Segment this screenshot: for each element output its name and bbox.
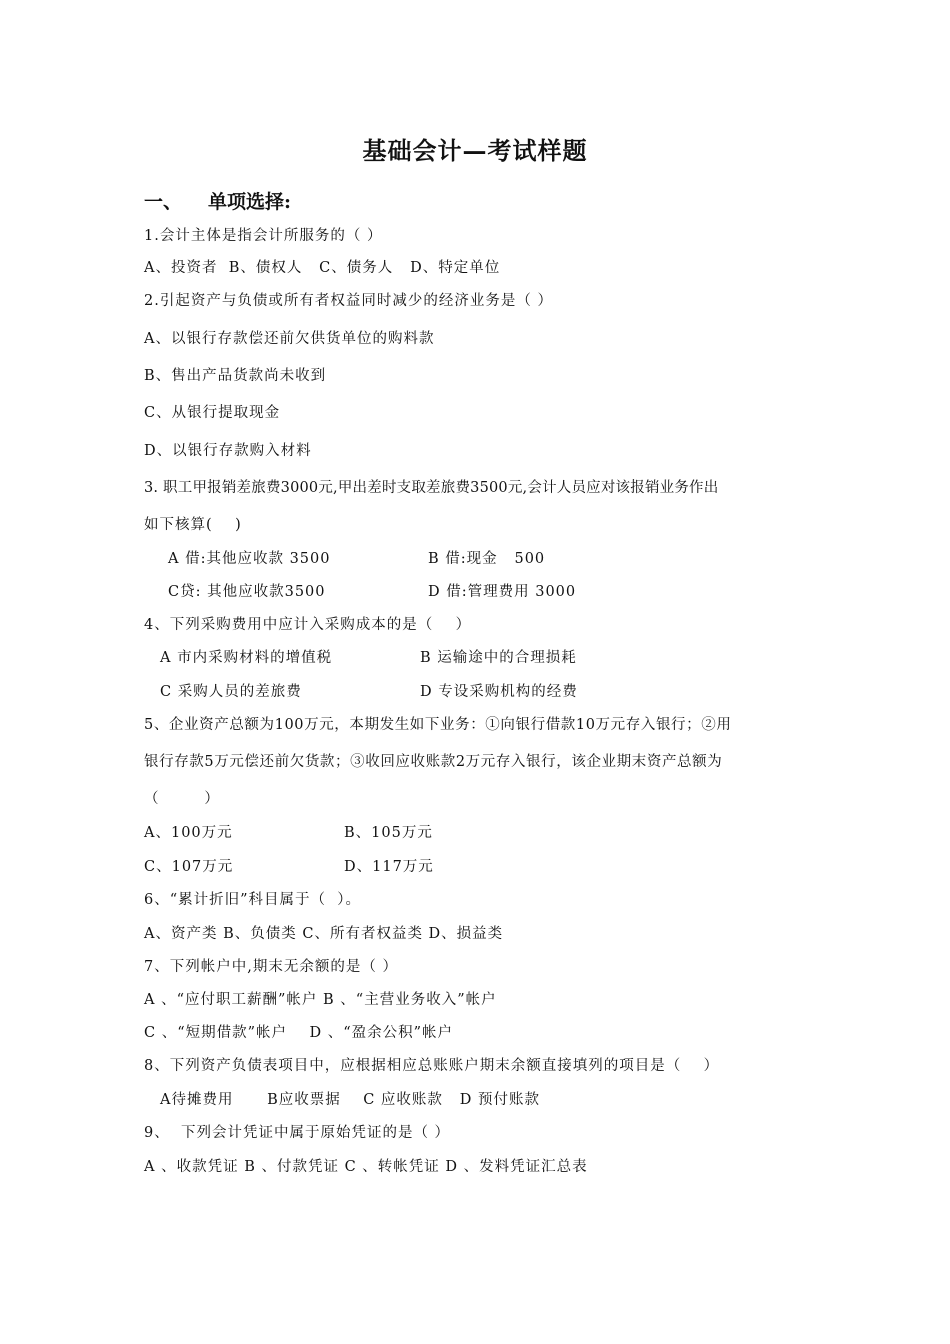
question-7-options-cd: C 、“短期借款”帐户 D 、“盈余公积”帐户 (144, 1025, 454, 1041)
question-4-option-a: A 市内采购材料的增值税 (160, 650, 333, 666)
question-1: 1.会计主体是指会计所服务的（ ） (144, 228, 383, 244)
question-6-options: A、资产类 B、负债类 C、所有者权益类 D、损益类 (144, 926, 504, 942)
section-heading (144, 187, 291, 214)
page-title: 基础会计—考试样题 (362, 136, 588, 165)
question-5-option-d: D、117万元 (344, 859, 434, 875)
question-5-answer-blank: （ ） (144, 791, 220, 807)
question-5-continued: 银行存款5万元偿还前欠货款；③收回应收账款2万元存入银行，该企业期末资产总额为 (144, 754, 723, 770)
question-9-options: A 、收款凭证 B 、付款凭证 C 、转帐凭证 D 、发料凭证汇总表 (144, 1159, 588, 1175)
section-label: 单项选择: (208, 191, 292, 213)
question-3-continued: 如下核算( ) (144, 517, 242, 533)
question-2-option-c: C、从银行提取现金 (144, 405, 281, 421)
question-5: 5、企业资产总额为100万元，本期发生如下业务：①向银行借款10万元存入银行；②用 (144, 717, 732, 733)
question-3-option-b: B 借:现金 500 (428, 551, 546, 567)
question-3-option-c: C贷: 其他应收款3500 (168, 584, 326, 600)
question-4-option-c: C 采购人员的差旅费 (160, 684, 302, 700)
question-5-option-c: C、107万元 (144, 859, 234, 875)
question-4-option-d: D 专设采购机构的经费 (420, 684, 578, 700)
question-5-option-a: A、100万元 (144, 825, 233, 841)
question-4: 4、下列采购费用中应计入采购成本的是（ ） (144, 617, 472, 633)
question-3-option-d: D 借:管理费用 3000 (428, 584, 577, 600)
question-4-option-b: B 运输途中的合理损耗 (420, 650, 577, 666)
question-1-options: A、投资者 B、债权人 C、债务人 D、特定单位 (144, 260, 501, 276)
question-2: 2.引起资产与负债或所有者权益同时减少的经济业务是（ ） (144, 293, 553, 309)
question-5-option-b: B、105万元 (344, 825, 433, 841)
question-2-option-a: A、以银行存款偿还前欠供货单位的购料款 (144, 331, 435, 347)
question-8-options: A待摊费用 B应收票据 C 应收账款 D 预付账款 (160, 1092, 540, 1108)
question-6: 6、“累计折旧”科目属于（ ）。 (144, 892, 362, 908)
question-8: 8、下列资产负债表项目中，应根据相应总账账户期末余额直接填列的项目是（ ） (144, 1058, 720, 1074)
question-9: 9、 下列会计凭证中属于原始凭证的是（ ） (144, 1125, 451, 1141)
section-number: 一、 (144, 191, 183, 213)
question-2-option-d: D、以银行存款购入材料 (144, 443, 312, 459)
question-3: 3. 职工甲报销差旅费3000元,甲出差时支取差旅费3500元,会计人员应对该报销业务作出 (144, 480, 719, 496)
question-3-option-a: A 借:其他应收款 3500 (168, 551, 331, 567)
question-7: 7、下列帐户中,期末无余额的是（ ） (144, 959, 398, 975)
question-2-option-b: B、售出产品货款尚未收到 (144, 368, 327, 384)
question-7-options-ab: A 、“应付职工薪酬”帐户 B 、“主营业务收入”帐户 (144, 992, 497, 1008)
